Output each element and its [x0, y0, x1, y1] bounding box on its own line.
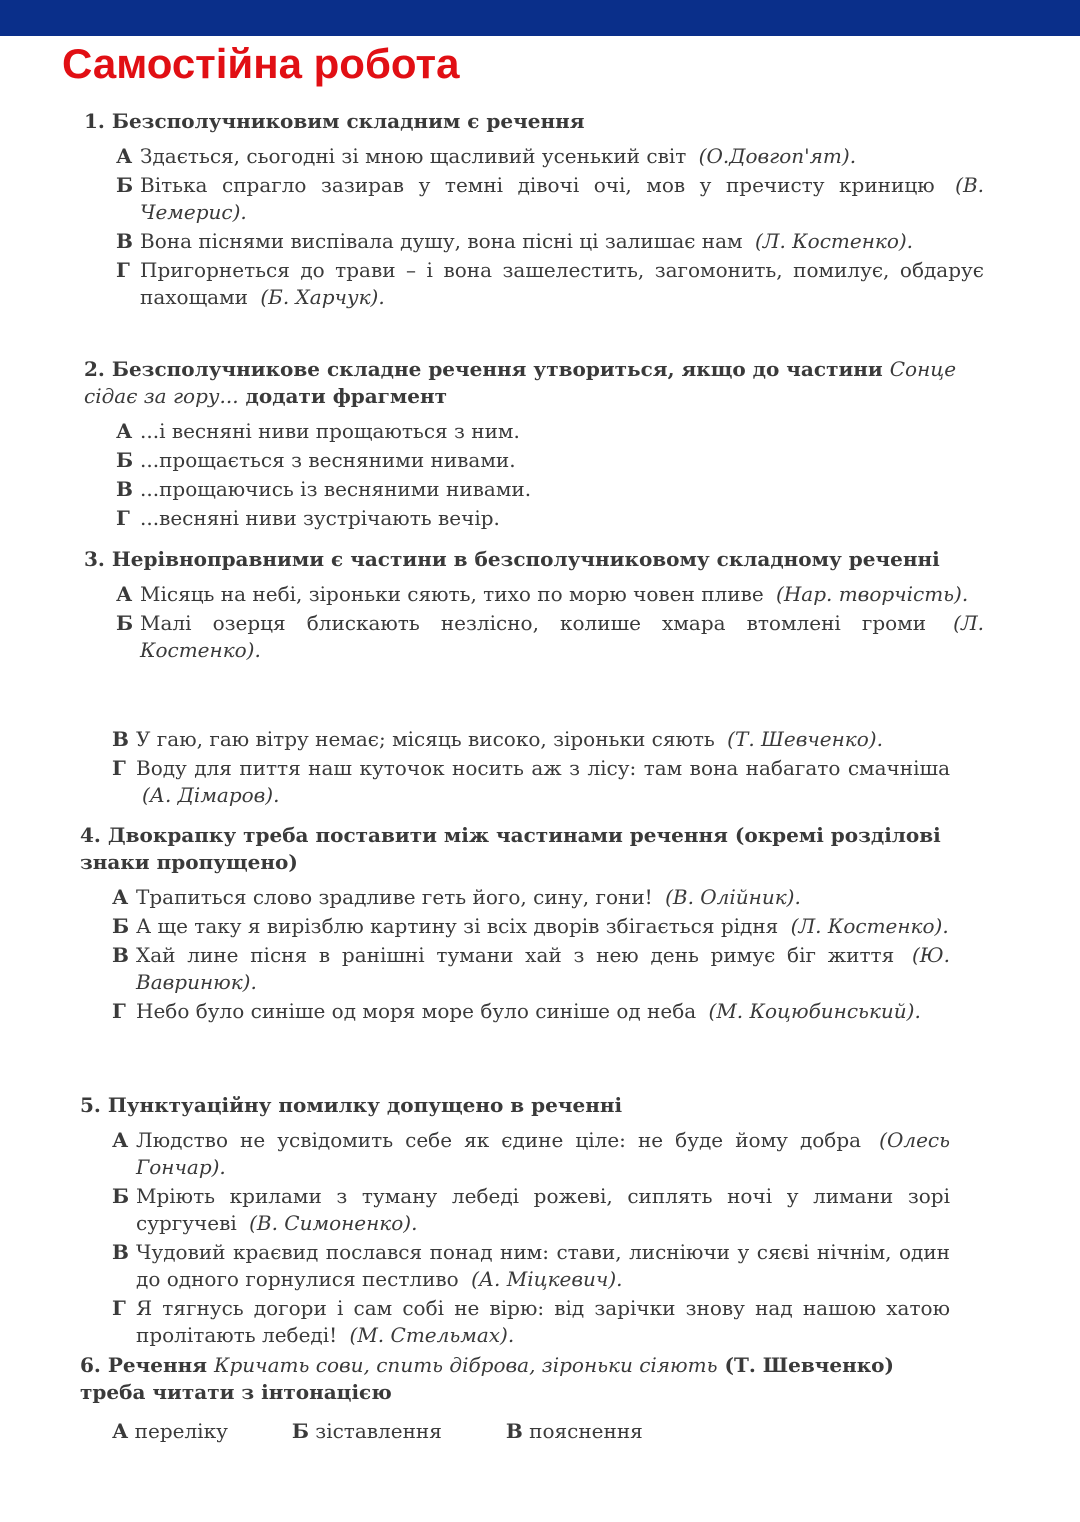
question-1-text: 1. Безсполучниковим складним є речення: [84, 109, 585, 133]
option-1-a: А Здається, сьогодні зі мною щасливий усенький світ (О.Довгоп'ят).: [116, 144, 857, 168]
question-1-options: [116, 143, 984, 311]
question-2-options: [116, 418, 984, 532]
option-4-g: Г Небо було синіше од моря море було синіше од неба (М. Коцюбинський).: [112, 999, 921, 1023]
question-3-text: 3. Нерівноправними є частини в безсполучниковому складному реченні: [84, 547, 940, 571]
option-4-b: Б А ще таку я вирізблю картину зі всіх дворів збігається рідня (Л. Костенко).: [112, 914, 949, 938]
question-3: [84, 546, 984, 666]
option-3-b: Б Малі озерця блискають незлісно, колише хмара втомлені громи (Л. Костенко).: [116, 611, 984, 662]
question-2: [84, 356, 984, 534]
option-4-v: В Хай лине пісня в ранішні тумани хай з нею день римує біг життя (Ю. Вавринюк).: [112, 943, 950, 994]
option-2-a: А ...і весняні ниви прощаються з ним.: [116, 419, 520, 443]
question-4: [80, 822, 950, 1027]
question-6-options: [112, 1418, 950, 1445]
option-2-b: Б ...прощається з весняними нивами.: [116, 448, 516, 472]
option-1-b: Б Вітька спрагло зазирав у темні дівочі очі, мов у пречисту криницю (В. Чемерис).: [116, 173, 984, 224]
question-2-text: 2. Безсполучникове складне речення утвориться, якщо до частини Сонце сідає за гору... додати фрагмент: [84, 357, 957, 408]
option-1-v: В Вона піснями виспівала душу, вона пісні ці залишає нам (Л. Костенко).: [116, 229, 914, 253]
option-3-a: А Місяць на небі, зіроньки сяють, тихо по морю човен пливе (Нар. творчість).: [116, 582, 969, 606]
option-2-v: В ...прощаючись із весняними нивами.: [116, 477, 532, 501]
question-5-options: [112, 1127, 950, 1349]
question-3-options-continued: [112, 726, 950, 809]
option-5-a: А Людство не усвідомить себе як єдине ціле: не буде йому добра (Олесь Гончар).: [112, 1128, 950, 1179]
question-5-text: 5. Пунктуаційну помилку допущено в реченні: [80, 1093, 623, 1117]
question-6: [80, 1352, 950, 1445]
question-5: [80, 1092, 950, 1351]
option-4-a: А Трапиться слово зрадливе геть його, сину, гони! (В. Олійник).: [112, 885, 801, 909]
question-4-text: 4. Двокрапку треба поставити між частинами речення (окремі розділові знаки пропущено): [80, 823, 941, 874]
option-1-g: Г Пригорнеться до трави – і вона зашелестить, загомонить, помилує, обдарує пахощами (Б. Харчук).: [116, 258, 984, 309]
option-5-g: Г Я тягнусь догори і сам собі не вірю: від зарічки знову над нашою хатою пролітають лебеді! (М. Стельмах).: [112, 1296, 950, 1347]
option-2-g: Г ...весняні ниви зустрічають вечір.: [116, 506, 500, 530]
question-6-text: 6. Речення Кричать сови, спить діброва, зіроньки сіяють (Т. Шевченко) треба читати з інтонацією: [80, 1353, 894, 1404]
option-5-v: В Чудовий краєвид послався понад ним: стави, лиснiючи у сяєві нічнім, один до одного горнулися пестливо (А. Міцкевич).: [112, 1240, 950, 1291]
question-4-options: [112, 884, 950, 1025]
question-1: [84, 108, 984, 313]
option-6-b: Б зіставлення: [291, 1419, 442, 1443]
option-6-v: В пояснення: [505, 1419, 643, 1443]
question-3-options: [116, 581, 984, 664]
page-title: Самостійна робота: [62, 40, 460, 87]
question-3-continued: [80, 726, 950, 811]
option-3-g: Г Воду для пиття наш куточок носить аж з лісу: там вона набагато смачніша (А. Дімаров).: [112, 756, 950, 807]
option-6-a: А переліку: [112, 1419, 228, 1443]
option-5-b: Б Мріють крилами з туману лебеді рожеві, сиплять ночі у лимани зорі сургучеві (В. Симоненко).: [112, 1184, 950, 1235]
top-bar: [0, 0, 1080, 36]
option-3-v: В У гаю, гаю вітру немає; місяць високо, зіроньки сяють (Т. Шевченко).: [112, 727, 883, 751]
